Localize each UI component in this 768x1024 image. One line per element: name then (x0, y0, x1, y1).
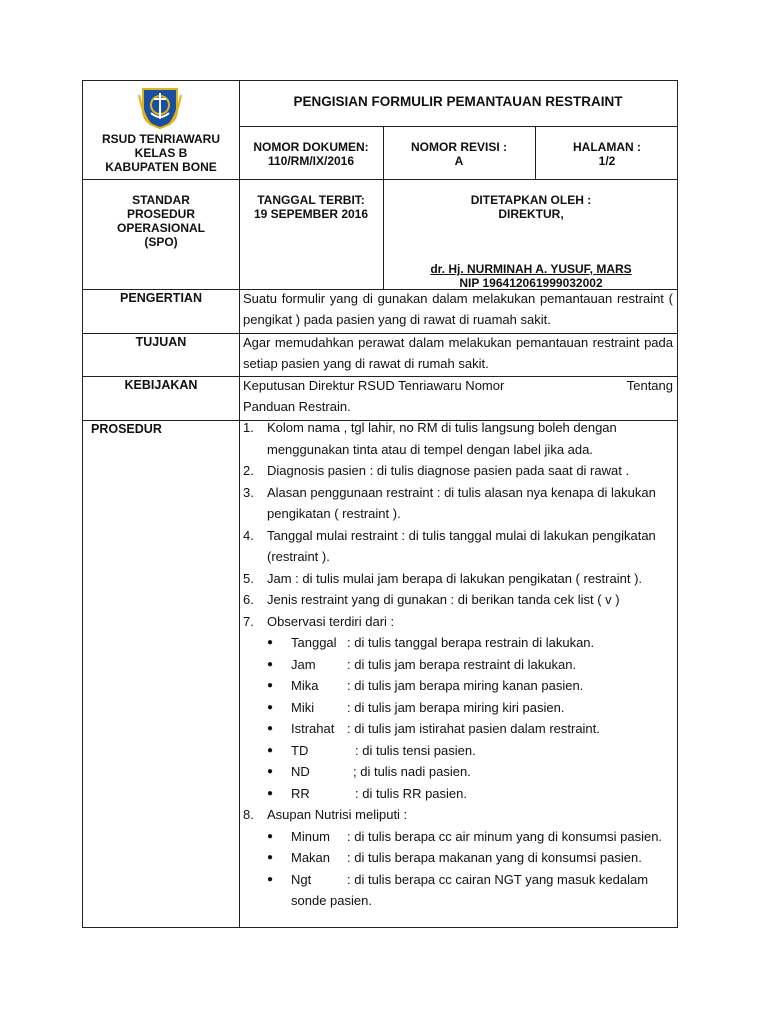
step-item: 1. Kolom nama , tgl lahir, no RM di tulis langsung boleh dengan menggunakan tinta atau di tempel dengan label jika ada. (243, 420, 617, 457)
list-item: ● Jam : di tulis jam berapa restraint di lakukan. (243, 654, 673, 676)
bullet-icon: ● (267, 830, 274, 842)
signer-name: dr. Hj. NURMINAH A. YUSUF, MARS (430, 262, 632, 276)
kebijakan-label: KEBIJAKAN (124, 378, 198, 392)
spo-document (82, 80, 678, 928)
issue-date: TANGGAL TERBIT: 19 SEPEMBER 2016 (253, 193, 369, 221)
list-item: ● Istrahat : di tulis jam istirahat pasien dalam restraint. (243, 718, 673, 740)
list-item: ● Makan : di tulis berapa makanan yang di konsumsi pasien. (243, 847, 673, 869)
divider (239, 126, 677, 127)
bullet-icon: ● (267, 637, 274, 648)
bullet-icon: ● (267, 658, 274, 670)
kebijakan-text: Keputusan Direktur RSUD Tenriawaru Nomor Tentang Panduan Restrain. (243, 378, 673, 414)
page-number: HALAMAN : 1/2 (573, 140, 641, 168)
document-title: PENGISIAN FORMULIR PEMANTAUAN RESTRAINT (293, 94, 623, 109)
tujuan-label: TUJUAN (135, 335, 187, 349)
list-item: ● RR : di tulis RR pasien. (243, 783, 673, 805)
step-item: 4. Tanggal mulai restraint : di tulis tanggal mulai di lakukan pengikatan (restraint ). (243, 527, 656, 564)
bullet-icon: ● (267, 873, 274, 885)
list-item: ● Mika : di tulis jam berapa miring kanan pasien. (243, 675, 673, 697)
bullet-icon: ● (267, 723, 274, 734)
divider (239, 81, 240, 927)
step-item: 8. Asupan Nutrisi meliputi : (243, 807, 408, 822)
signer-nip: NIP 196412061999032002 (459, 276, 603, 290)
bullet-icon: ● (267, 744, 274, 756)
divider (535, 126, 536, 179)
list-item: ● Tanggal : di tulis tanggal berapa restrain di lakukan. (243, 632, 673, 654)
bullet-icon: ● (267, 852, 274, 863)
spo-label: STANDAR PROSEDUR OPERASIONAL (SPO) (116, 193, 205, 249)
nutrisi-list (243, 826, 673, 912)
step-item: 3. Alasan penggunaan restraint : di tulis alasan nya kenapa di lakukan pengikatan ( restraint ). (243, 484, 656, 521)
tujuan-text: Agar memudahkan perawat dalam melakukan pemantauan restraint pada setiap pasien yang di rawat di rumah sakit. (243, 335, 673, 371)
prosedur-label: PROSEDUR (91, 422, 162, 436)
approved-by: DITETAPKAN OLEH : DIREKTUR, (470, 193, 592, 221)
observasi-list (243, 632, 673, 804)
divider (383, 126, 384, 289)
doc-number: NOMOR DOKUMEN: 110/RM/IX/2016 (253, 140, 369, 168)
revision-number: NOMOR REVISI : A (410, 140, 507, 168)
list-item: ● TD : di tulis tensi pasien. (243, 740, 673, 762)
step-item: 5. Jam : di tulis mulai jam berapa di lakukan pengikatan ( restraint ). (243, 570, 643, 586)
bullet-icon: ● (267, 766, 274, 777)
signer (385, 262, 677, 290)
list-item: ● Minum : di tulis berapa cc air minum yang di konsumsi pasien. (243, 826, 673, 848)
step-item: 6. Jenis restraint yang di gunakan : di berikan tanda cek list ( v ) (243, 592, 620, 607)
procedure-steps (243, 417, 673, 912)
divider (83, 179, 677, 180)
list-item: ● Miki : di tulis jam berapa miring kiri pasien. (243, 697, 673, 719)
hospital-name: RSUD TENRIAWARU KELAS B KABUPATEN BONE (101, 132, 220, 174)
step-item: 2. Diagnosis pasien : di tulis diagnose pasien pada saat di rawat . (243, 463, 630, 478)
pengertian-label: PENGERTIAN (120, 291, 202, 305)
bullet-icon: ● (267, 680, 274, 691)
list-item: ● Ngt : di tulis berapa cc cairan NGT yang masuk kedalam sonde pasien. (243, 869, 673, 912)
bullet-icon: ● (267, 787, 274, 799)
hospital-emblem-icon (137, 85, 183, 129)
bullet-icon: ● (267, 701, 274, 713)
pengertian-text: Suatu formulir yang di gunakan dalam melakukan pemantauan restraint ( pengikat ) pada pasien yang di rawat di ruamah sakit. (243, 291, 673, 327)
step-item: 7. Observasi terdiri dari : (243, 613, 395, 629)
list-item: ● ND ; di tulis nadi pasien. (243, 761, 673, 783)
